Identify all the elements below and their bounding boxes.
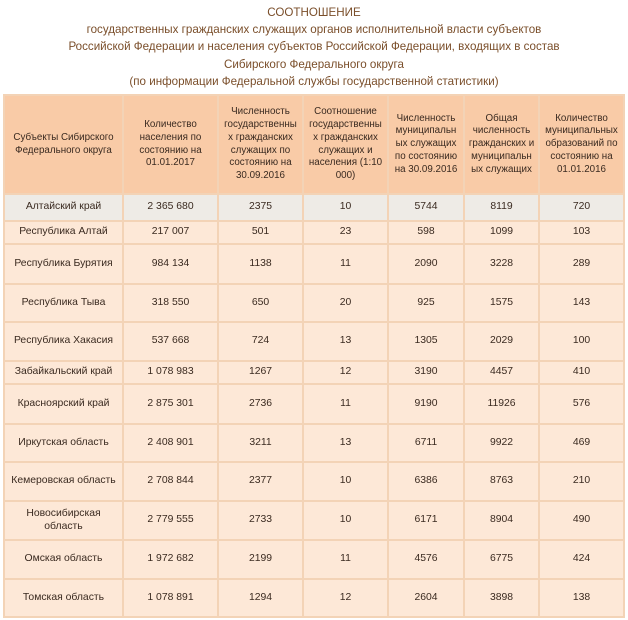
- cell-population: 1 078 983: [123, 361, 218, 384]
- table-row: [4, 462, 624, 501]
- header-municipal-servants: Численность муниципальн ых служащих по состоянию на 30.09.2016: [388, 95, 464, 194]
- cell-ratio: 12: [303, 579, 388, 617]
- cell-total-servants: 1099: [464, 221, 539, 244]
- data-table: [3, 94, 625, 618]
- cell-total-servants: 4457: [464, 361, 539, 384]
- cell-subject: Новосибирская область: [4, 501, 123, 540]
- cell-total-servants: 11926: [464, 384, 539, 424]
- cell-total-servants: 1575: [464, 284, 539, 322]
- cell-municipal-servants: 6386: [388, 462, 464, 501]
- cell-municipalities: 410: [539, 361, 624, 384]
- cell-ratio: 11: [303, 244, 388, 284]
- cell-municipal-servants: 6711: [388, 424, 464, 462]
- cell-municipal-servants: 598: [388, 221, 464, 244]
- cell-ratio: 23: [303, 221, 388, 244]
- cell-municipal-servants: 1305: [388, 322, 464, 361]
- title-line: государственных гражданских служащих органов исполнительной власти субъектов: [86, 23, 542, 37]
- cell-municipal-servants: 5744: [388, 194, 464, 221]
- cell-population: 2 408 901: [123, 424, 218, 462]
- cell-municipalities: 576: [539, 384, 624, 424]
- cell-subject: Забайкальский край: [4, 361, 123, 384]
- cell-municipalities: 100: [539, 322, 624, 361]
- cell-population: 217 007: [123, 221, 218, 244]
- cell-civil-servants: 1294: [218, 579, 303, 617]
- cell-civil-servants: 1138: [218, 244, 303, 284]
- table-row: [4, 244, 624, 284]
- cell-total-servants: 2029: [464, 322, 539, 361]
- cell-civil-servants: 2736: [218, 384, 303, 424]
- cell-ratio: 11: [303, 540, 388, 579]
- cell-subject: Алтайский край: [4, 194, 123, 221]
- cell-municipalities: 103: [539, 221, 624, 244]
- cell-civil-servants: 2199: [218, 540, 303, 579]
- cell-civil-servants: 2733: [218, 501, 303, 540]
- cell-civil-servants: 501: [218, 221, 303, 244]
- table-row: [4, 284, 624, 322]
- table-row: [4, 424, 624, 462]
- header-municipalities: Количество муниципальных образований по состоянию на 01.01.2016: [539, 95, 624, 194]
- cell-total-servants: 6775: [464, 540, 539, 579]
- cell-population: 2 708 844: [123, 462, 218, 501]
- cell-subject: Республика Тыва: [4, 284, 123, 322]
- title-line: Сибирского Федерального округа: [224, 57, 404, 71]
- cell-civil-servants: 724: [218, 322, 303, 361]
- cell-ratio: 10: [303, 194, 388, 221]
- table-header-row: [4, 95, 624, 194]
- title-heading: СООТНОШЕНИЕ: [267, 6, 361, 19]
- cell-municipal-servants: 4576: [388, 540, 464, 579]
- cell-municipalities: 210: [539, 462, 624, 501]
- cell-municipalities: 720: [539, 194, 624, 221]
- header-ratio: Соотношение государственны х гражданских служащих и населения (1:10 000): [303, 95, 388, 194]
- cell-municipal-servants: 6171: [388, 501, 464, 540]
- table-row: [4, 540, 624, 579]
- table-row: [4, 194, 624, 221]
- cell-ratio: 13: [303, 322, 388, 361]
- cell-municipalities: 469: [539, 424, 624, 462]
- cell-population: 2 779 555: [123, 501, 218, 540]
- table-row: [4, 221, 624, 244]
- cell-population: 1 078 891: [123, 579, 218, 617]
- cell-population: 318 550: [123, 284, 218, 322]
- cell-total-servants: 9922: [464, 424, 539, 462]
- cell-municipal-servants: 2604: [388, 579, 464, 617]
- cell-municipal-servants: 9190: [388, 384, 464, 424]
- header-subject: Субъекты Сибирского Федерального округа: [4, 95, 123, 194]
- cell-population: 2 365 680: [123, 194, 218, 221]
- cell-total-servants: 3898: [464, 579, 539, 617]
- cell-municipalities: 138: [539, 579, 624, 617]
- cell-subject: Томская область: [4, 579, 123, 617]
- cell-municipalities: 424: [539, 540, 624, 579]
- table-row: [4, 361, 624, 384]
- cell-ratio: 10: [303, 462, 388, 501]
- title-subtitle: (по информации Федеральной службы государственной статистики): [129, 74, 499, 88]
- table-row: [4, 579, 624, 617]
- cell-total-servants: 3228: [464, 244, 539, 284]
- cell-population: 537 668: [123, 322, 218, 361]
- cell-population: 2 875 301: [123, 384, 218, 424]
- cell-population: 1 972 682: [123, 540, 218, 579]
- cell-ratio: 11: [303, 384, 388, 424]
- cell-subject: Иркутская область: [4, 424, 123, 462]
- cell-total-servants: 8904: [464, 501, 539, 540]
- cell-population: 984 134: [123, 244, 218, 284]
- cell-subject: Омская область: [4, 540, 123, 579]
- cell-civil-servants: 3211: [218, 424, 303, 462]
- cell-municipalities: 490: [539, 501, 624, 540]
- cell-municipalities: 143: [539, 284, 624, 322]
- cell-ratio: 20: [303, 284, 388, 322]
- document-title: [0, 4, 628, 90]
- header-civil-servants: Численность государственны х гражданских служащих по состоянию на 30.09.2016: [218, 95, 303, 194]
- cell-municipal-servants: 3190: [388, 361, 464, 384]
- cell-civil-servants: 650: [218, 284, 303, 322]
- cell-total-servants: 8119: [464, 194, 539, 221]
- cell-civil-servants: 1267: [218, 361, 303, 384]
- cell-subject: Республика Бурятия: [4, 244, 123, 284]
- cell-total-servants: 8763: [464, 462, 539, 501]
- header-total-servants: Общая численность гражданских и муниципальн ых служащих: [464, 95, 539, 194]
- cell-ratio: 10: [303, 501, 388, 540]
- cell-subject: Красноярский край: [4, 384, 123, 424]
- title-line: Российской Федерации и населения субъектов Российской Федерации, входящих в состав: [68, 40, 560, 54]
- header-population: Количество населения по состоянию на 01.01.2017: [123, 95, 218, 194]
- cell-municipalities: 289: [539, 244, 624, 284]
- cell-ratio: 12: [303, 361, 388, 384]
- cell-ratio: 13: [303, 424, 388, 462]
- cell-civil-servants: 2377: [218, 462, 303, 501]
- cell-municipal-servants: 925: [388, 284, 464, 322]
- table-row: [4, 384, 624, 424]
- table-row: [4, 501, 624, 540]
- cell-subject: Кемеровская область: [4, 462, 123, 501]
- table-row: [4, 322, 624, 361]
- cell-subject: Республика Алтай: [4, 221, 123, 244]
- cell-civil-servants: 2375: [218, 194, 303, 221]
- cell-municipal-servants: 2090: [388, 244, 464, 284]
- cell-subject: Республика Хакасия: [4, 322, 123, 361]
